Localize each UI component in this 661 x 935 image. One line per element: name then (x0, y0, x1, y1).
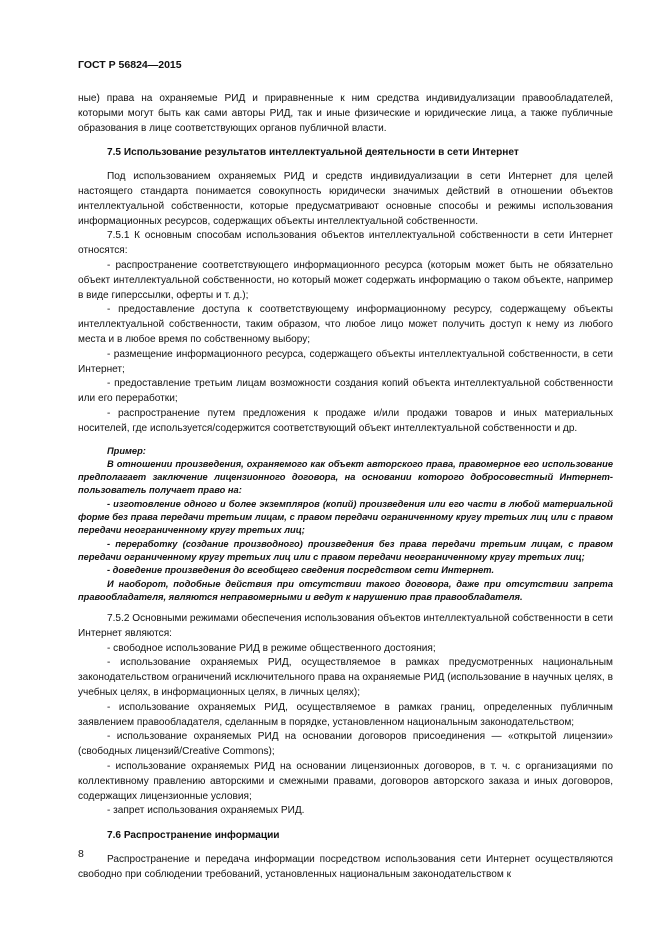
section-7-6-paragraph: Распространение и передача информации посредством использования сети Интернет осуществляются свободно при соблюдении требований, установленных национальным законодательством к (78, 854, 613, 880)
clause-7-5-2: 7.5.2 Основными режимами обеспечения использования объектов интеллектуальной собственности в сети Интернет являются: (78, 613, 613, 639)
list-item: - предоставление третьим лицам возможности создания копий объекта интеллектуальной собственности или его переработки; (78, 378, 613, 405)
running-header: ГОСТ Р 56824—2015 (78, 59, 182, 71)
list-item: - использование охраняемых РИД, осуществляемое в рамках границ, определенных публичным заявлением правообладателя, сделанным в порядке, установленном национальным законодательством; (78, 701, 613, 728)
section-7-6-heading: 7.6 Распространение информации (107, 830, 280, 842)
example-text: - переработку (создание производного) произведения без права передачи третьим лицам, с правом передачи ограниченному кругу третьих лиц или с правом передачи неограниченному кругу третьих лиц; (78, 538, 613, 562)
list-item: - предоставление доступа к соответствующему информационному ресурсу, содержащему объекты интеллектуальной собственности, таким образом, что любое лицо может получить доступ к нему из любого места и в любое время по собственному выбору; (78, 304, 613, 345)
example-block (78, 445, 613, 605)
intro-paragraph: ные) права на охраняемые РИД и приравненные к ним средства индивидуализации правообладателей, которыми могут быть как сами авторы РИД, так и иные физические и юридические лица, а также публичные образования в лице соответствующих органов публичной власти. (78, 93, 613, 134)
example-text: В отношении произведения, охраняемого как объект авторского права, правомерное его использование предполагает заключение лицензионного договора, на основании которого добросовестный Интернет-пользователь получает право на: (78, 458, 613, 496)
list-item: - распространение путем предложения к продаже и/или продажи товаров и иных материальных носителей, где используется/содержится соответствующий объект интеллектуальной собственности и др. (78, 407, 613, 434)
list-item: - использование охраняемых РИД на основании договоров присоединения — «открытой лицензии» (свободных лицензий/Creative Commons); (78, 731, 613, 758)
list-item: - использование охраняемых РИД на основании лицензионных договоров, в т. ч. с организациями по коллективному правлению авторскими и смежными правами, договоров авторского заказа и иных договоров, содержащих лицензионные условия; (78, 761, 613, 802)
page-number: 8 (78, 848, 84, 860)
section-7-5-heading: 7.5 Использование результатов интеллектуальной деятельности в сети Интернет (107, 147, 519, 159)
example-text: - доведение произведения до всеобщего сведения посредством сети Интернет. (107, 565, 495, 576)
example-text: И наоборот, подобные действия при отсутствии такого договора, даже при отсутствии запрета правообладателя, являются неправомерными и ведут к нарушению прав правообладателя. (78, 578, 613, 602)
clause-7-5-1: 7.5.1 К основным способам использования объектов интеллектуальной собственности в сети Интернет относятся: (78, 230, 613, 257)
page-body (78, 92, 613, 883)
list-item: - размещение информационного ресурса, содержащего объекты интеллектуальной собственности, в сети Интернет; (78, 348, 613, 375)
example-text: - изготовление одного и более экземпляров (копий) произведения или его части в любой материальной форме без права передачи третьим лицам, с правом передачи ограниченному кругу третьих лиц или с правом передачи неограниченному кругу третьих лиц; (78, 498, 613, 536)
section-7-5-paragraph: Под использованием охраняемых РИД и средств индивидуализации в сети Интернет для целей настоящего стандарта понимается совокупность юридически значимых действий в отношении объектов интеллектуальной собственности, которые предусматривают основные способы и режимы использования информационных ресурсов, содержащих объекты интеллектуальной собственности. (78, 171, 613, 227)
list-item: - запрет использования охраняемых РИД. (107, 805, 305, 817)
list-item: - распространение соответствующего информационного ресурса (которым может быть не обязательно объект интеллектуальной собственности, но который может содержать информацию о таком объекте, например в виде гиперссылки, оферты и т. д.); (78, 259, 613, 301)
example-label: Пример: (107, 445, 146, 456)
list-item: - использование охраняемых РИД, осуществляемое в рамках предусмотренных национальным законодательством ограничений исключительного права на охраняемые РИД (использование в научных целях, в учебных целях, в информационных целях, в личных целях); (78, 657, 613, 699)
list-item: - свободное использование РИД в режиме общественного достояния; (107, 642, 436, 654)
